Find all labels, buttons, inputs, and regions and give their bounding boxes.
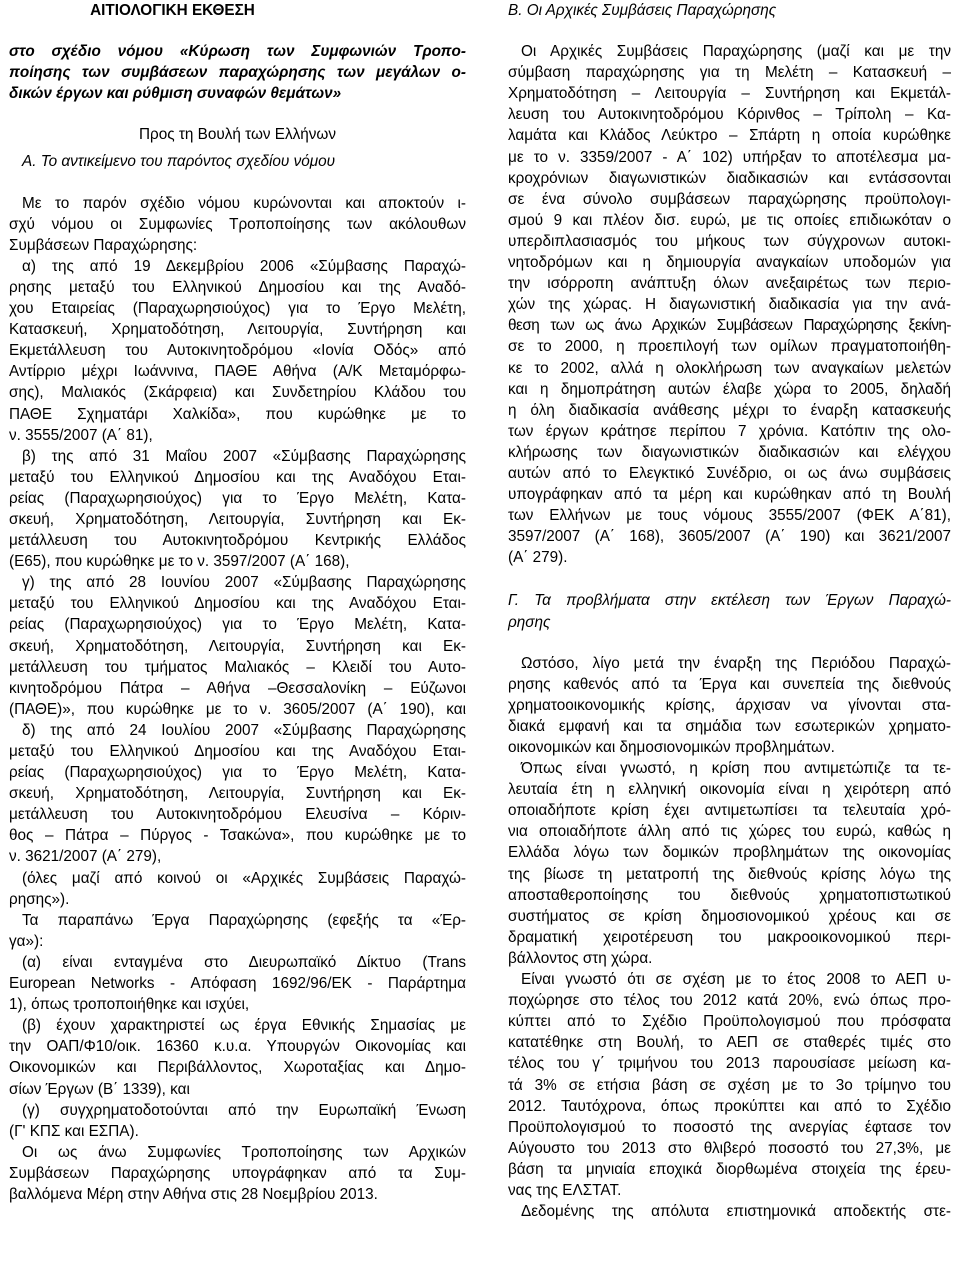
text-line: νητοδρόμων και η δημιουργία αναγκαίων υποδομών για — [508, 254, 951, 272]
text-line: α) της από 19 Δεκεμβρίου 2006 «Σύμβασης Παραχώ- — [22, 257, 466, 275]
text-line: ρείας (Παραχωρησιούχος) για το Έργο Μελέτη, Κατα- — [9, 489, 466, 507]
text-line: Όπως είναι γνωστό, η κρίση που αντιμετώπιζε τα τε- — [521, 760, 951, 778]
text-line: θεση των ως άνω Αρχικών Συμβάσεων Παραχώρησης ξεκίνη- — [508, 317, 951, 335]
text-line: Οι ως άνω Συμφωνίες Τροποποίησης των Αρχικών — [22, 1143, 466, 1161]
text-line: (γ) συγχρηματοδοτούνται από την Ευρωπαϊκή Ένωση — [22, 1101, 466, 1119]
text-line: νια οποιαδήποτε άλλη από τις χώρες του ευρώ, καθώς η — [508, 823, 951, 841]
text-line: Χρηματοδότηση – Λειτουργία – Συντήρηση και Εκμετάλ- — [508, 85, 951, 103]
text-line: σε ένα σύνολο συμβάσεων παραχώρησης προϋπολογι- — [508, 190, 951, 208]
text-line: σε το 2000, η προεπιλογή των ομίλων πραγματοποιήθη- — [508, 338, 951, 356]
text-line: της βίωσε τη μετατροπή της διεθνούς κρίσης λόγω της — [508, 865, 951, 883]
text-line: νας της ΕΛΣΤΑΤ. — [508, 1181, 622, 1199]
bill-title-line: στο σχέδιο νόμου «Κύρωση των Συμφωνιών Τροπο- — [9, 43, 466, 61]
text-line: (ΠΑΘΕ)», που κυρώθηκε με το ν. 3605/2007 (Α΄ 190), και — [9, 700, 466, 718]
text-line: ν. 3555/2007 (Α΄ 81), — [9, 426, 153, 444]
bill-title-line: ποίησης των συμβάσεων παραχώρησης των μεγάλων ο- — [9, 64, 466, 82]
text-line: Εκμετάλλευση του Αυτοκινητοδρόμου «Ιονία Οδός» από — [9, 342, 466, 360]
report-title: ΑΙΤΙΟΛΟΓΙΚΗ ΕΚΘΕΣΗ — [90, 2, 255, 19]
text-line: Ωστόσο, λίγο μετά την έναρξη της Περιόδου Παραχώ- — [521, 654, 951, 672]
text-line: σκευή, Χρηματοδότηση, Λειτουργία, Συντήρηση και Εκ- — [9, 510, 466, 528]
text-line: Οι Αρχικές Συμβάσεις Παραχώρησης (μαζί και με την — [521, 43, 951, 61]
text-line: Προϋπολογισμού το ποσοστό της ανεργίας έφτασε τον — [508, 1118, 951, 1136]
bill-title — [9, 41, 466, 104]
text-line: λευταία έτη η ελληνική οικονομία είναι η χειρότερη από — [508, 781, 951, 799]
text-line: Συμβάσεων Παραχώρησης: — [9, 236, 198, 254]
text-line: οικονομικών και δημοσιονομικών προβλημάτων. — [508, 739, 835, 756]
text-line: χών της χώρας. Η διαγωνιστική διαδικασία για την ανά- — [508, 296, 951, 314]
heading-line: Γ. Τα προβλήματα στην εκτέλεση των Έργων Παραχώ- — [508, 592, 951, 610]
text-line: λαμάτα και Κλάδος Λεύκτρο – Σπάρτη η οποία κυρώθηκε — [508, 127, 951, 145]
text-line: σκευή, Χρηματοδότηση, Λειτουργία, Συντήρηση και Εκ- — [9, 785, 466, 803]
text-line: ρησης»). — [9, 890, 70, 908]
text-line: βάση τα μηνιαία εποχικά διορθωμένα στοιχεία της έρευ- — [508, 1160, 951, 1178]
text-line: ρησης καθενός από τα Έργα και συνεπεία της διεθνούς — [508, 675, 951, 693]
text-line: χρηματοοικονομικής κρίσης, άρχισαν να γίνονται στα- — [508, 696, 951, 714]
section-b-heading: Β. Οι Αρχικές Συμβάσεις Παραχώρησης — [508, 2, 777, 19]
text-line: υπογράφηκαν από τα μέρη και κυρώθηκαν από τη Βουλή — [508, 486, 951, 504]
text-line: λευση του Αυτοκινητοδρόμου Κόρινθος – Τρίπολη – Κα- — [508, 106, 951, 124]
text-line: Ελλάδα λόγω των δομικών προβλημάτων της οικονομίας — [508, 844, 951, 862]
text-line: 2012. Ταυτόχρονα, όπως προκύπτει και από το Σχέδιο — [508, 1097, 951, 1115]
text-line: δραματική χειροτέρευση του μακροοικονομικού περι- — [508, 928, 951, 946]
text-line: ρείας (Παραχωρησιούχος) για το Έργο Μελέτη, Κατα- — [9, 616, 466, 634]
text-line: οποιαδήποτε κρίση έχει αντιμετωπίσει τα τελευταία χρό- — [508, 802, 951, 820]
addressee: Προς τη Βουλή των Ελλήνων — [138, 126, 337, 144]
section-c-heading — [508, 590, 951, 632]
text-line: κύπτει από το Σχέδιο Προϋπολογισμού που πρόσφατα — [508, 1013, 951, 1031]
text-line: υπερδιπλασιασμός του μήκους των σύγχρονων αυτοκι- — [508, 232, 951, 250]
text-line: μεταξύ του Ελληνικού Δημοσίου και της Αναδόχου Εται- — [9, 468, 466, 486]
text-line: Συμβάσεων Παραχώρησης υπογράφηκαν από τα Συμ- — [9, 1164, 466, 1182]
text-line: μετάλλευση του Αυτοκινητοδρόμου Ελευσίνα – Κόριν- — [9, 806, 466, 824]
text-line: γ) της από 28 Ιουνίου 2007 «Σύμβασης Παραχώρησης — [22, 574, 466, 592]
text-line: Με το παρόν σχέδιο νόμου κυρώνονται και αποκτούν ι- — [22, 194, 466, 212]
left-column — [9, 0, 466, 1205]
text-line: θος – Πάτρα – Πύργος - Τσακώνα», που κυρώθηκε με το — [9, 827, 466, 845]
text-line: Δεδομένης της απόλυτα επιστημονικά αποδεκτής στε- — [521, 1203, 951, 1221]
text-line: Είναι γνωστό ότι σε σχέση με το έτος 2008 το ΑΕΠ υ- — [521, 971, 951, 989]
text-line: η όλη διαδικασία ανάθεσης μέχρι το έναρξη κατασκευής — [508, 401, 951, 419]
text-line: των Ελλήνων με τους νόμους 3555/2007 (ΦΕΚ Α΄81), — [508, 507, 951, 525]
text-line: Αντίρριο μέχρι Ιωάννινα, ΠΑΘΕ Αθήνα (Α/Κ Μεταμόρφω- — [9, 363, 466, 381]
text-line: διακά εμφανή και τα σημάδια των εσωτερικών χρηματο- — [508, 717, 951, 735]
text-line: κινητοδρόμου Πάτρα – Αθήνα –Θεσσαλονίκη – Εύζωνοι — [9, 679, 466, 697]
section-a-body — [9, 193, 466, 1206]
text-line: αποσταθεροποίησης του διεθνούς χρηματοπιστωτικού — [508, 886, 951, 904]
text-line: ρησης μεταξύ του Ελληνικού Δημοσίου και της Αναδό- — [9, 278, 466, 296]
section-c-body — [508, 653, 951, 1223]
text-line: και η δημοπράτηση αυτών έλαβε χώρα το 2005, δηλαδή — [508, 380, 951, 398]
text-line: (Γ' ΚΠΣ και ΕΣΠΑ). — [9, 1122, 139, 1140]
right-column — [508, 0, 951, 1222]
text-line: κλήρωσης των διαγωνιστικών διαδικασιών και ελέγχου — [508, 443, 951, 461]
text-line: ν. 3621/2007 (Α΄ 279), — [9, 848, 162, 866]
text-line: σύμβαση παραχώρησης για τη Μελέτη – Κατασκευή – — [508, 64, 951, 82]
text-line: ρείας (Παραχωρησιούχος) για το Έργο Μελέτη, Κατα- — [9, 764, 466, 782]
text-line: Κατασκευή, Χρηματοδότηση, Λειτουργία, Συντήρηση και — [9, 321, 466, 339]
text-line: (Ε65), που κυρώθηκε με το ν. 3597/2007 (Α΄ 168), — [9, 553, 350, 571]
text-line: 3597/2007 (Α΄ 168), 3605/2007 (Α΄ 190) και 3621/2007 — [508, 528, 951, 546]
text-line: Τα παραπάνω Έργα Παραχώρησης (εφεξής τα «Έρ- — [22, 911, 466, 929]
heading-line: ρησης — [508, 613, 551, 631]
text-line: ΠΑΘΕ Σχηματάρι Χαλκίδα», που κυρώθηκε με το — [9, 405, 466, 423]
text-line: κατατέθηκε στη Βουλή, το ΑΕΠ σε σταθερές τιμές στο — [508, 1034, 951, 1052]
text-line: μεταξύ του Ελληνικού Δημοσίου και της Αναδόχου Εται- — [9, 743, 466, 760]
text-line: συστήματος σε κρίση δημοσιονομικού χρέους και σε — [508, 907, 951, 925]
text-line: κροχρόνιων διαγωνιστικών διαδικασιών και εντάσσονται — [508, 169, 951, 187]
text-line: σκευή, Χρηματοδότηση, Λειτουργία, Συντήρηση και Εκ- — [9, 637, 466, 655]
text-line: σμού 9 και πλέον δισ. ευρώ, με τις οποίες επιδιωκόταν ο — [508, 211, 951, 229]
text-line: κε το 2002, αλλά η ολοκλήρωση των αναγκαίων μελετών — [508, 359, 951, 377]
text-line: την ΟΑΠ/Φ10/οικ. 16360 κ.υ.α. Υπουργών Οικονομίας και — [9, 1038, 466, 1056]
text-line: Οικονομικών και Περιβάλλοντος, Χωροταξίας και Δημο- — [9, 1059, 466, 1077]
text-line: αυτών από το Ελεγκτικό Συνέδριο, οι ως άνω συμβάσεις — [508, 464, 951, 482]
bill-title-line: δικών έργων και ρύθμιση συναφών θεμάτων» — [9, 85, 342, 103]
text-line: ποχώρησε στο τέλος του 2012 κατά 20%, ενώ όπως προ- — [508, 992, 951, 1010]
text-line: τέλος του γ΄ τριμήνου του 2013 παρουσίασε μείωση κα- — [508, 1055, 951, 1073]
text-line: δ) της από 24 Ιουλίου 2007 «Σύμβασης Παραχώρησης — [22, 721, 466, 739]
section-a-heading: Α. Το αντικείμενο του παρόντος σχεδίου νόμου — [22, 153, 336, 171]
text-line: Αύγουστο του 2013 στο θλιβερό ποσοστό του 27,3%, με — [508, 1139, 951, 1157]
text-line: (Α΄ 279). — [508, 549, 568, 567]
text-line: 1), όπως τροποποιήθηκε και ισχύει, — [9, 996, 250, 1014]
text-line: βαλλόμενα Μέρη στην Αθήνα στις 28 Νοεμβρίου 2013. — [9, 1185, 378, 1203]
text-line: β) της από 31 Μαΐου 2007 «Σύμβασης Παραχώρησης — [22, 447, 466, 465]
text-line: μετάλλευση του τμήματος Μαλιακός – Κλειδί του Αυτο- — [9, 658, 466, 676]
text-line: χου Εταιρείας (Παραχωρησιούχος) για το Έργο Μελέτη, — [9, 300, 466, 318]
text-line: τά 3% σε ετήσια βάση σε σχέση με το 3ο τρίμηνο του — [508, 1076, 951, 1094]
text-line: βάλλοντος στη χώρα. — [508, 949, 653, 967]
text-line: γα»): — [9, 932, 44, 950]
text-line: σίων Έργων (Β΄ 1339), και — [9, 1080, 190, 1098]
text-line: μεταξύ του Ελληνικού Δημοσίου και της Αναδόχου Εται- — [9, 595, 466, 613]
text-line: European Networks - Απόφαση 1692/96/ΕΚ - Παράρτημα — [9, 975, 466, 993]
text-line: σης), Μαλιακός (Σκάρφεια) και Συνδετηρίου Κλάδου του — [9, 384, 466, 402]
text-line: (όλες μαζί από κοινού οι «Αρχικές Συμβάσεις Παραχώ- — [22, 869, 466, 887]
text-line: με το ν. 3359/2007 - Α΄ 102) υπήρξαν το αποτέλεσμα μα- — [508, 148, 951, 166]
text-line: σχύ νόμου οι Συμφωνίες Τροποποίησης των ακόλουθων — [9, 215, 466, 233]
text-line: μετάλλευση του Αυτοκινητοδρόμου Κεντρικής Ελλάδος — [9, 532, 466, 550]
section-b-body — [508, 41, 951, 568]
text-line: των έργων κράτησε περίπου 7 χρόνια. Κατόπιν της ολο- — [508, 422, 951, 440]
text-line: (α) είναι ενταγμένα στο Διευρωπαϊκό Δίκτυο (Trans — [22, 953, 466, 971]
text-line: την ισόρροπη ανάπτυξη όλων ανεξαιρέτως των περιο- — [508, 275, 951, 293]
text-line: (β) έχουν χαρακτηριστεί ως έργα Εθνικής Σημασίας με — [22, 1017, 466, 1035]
